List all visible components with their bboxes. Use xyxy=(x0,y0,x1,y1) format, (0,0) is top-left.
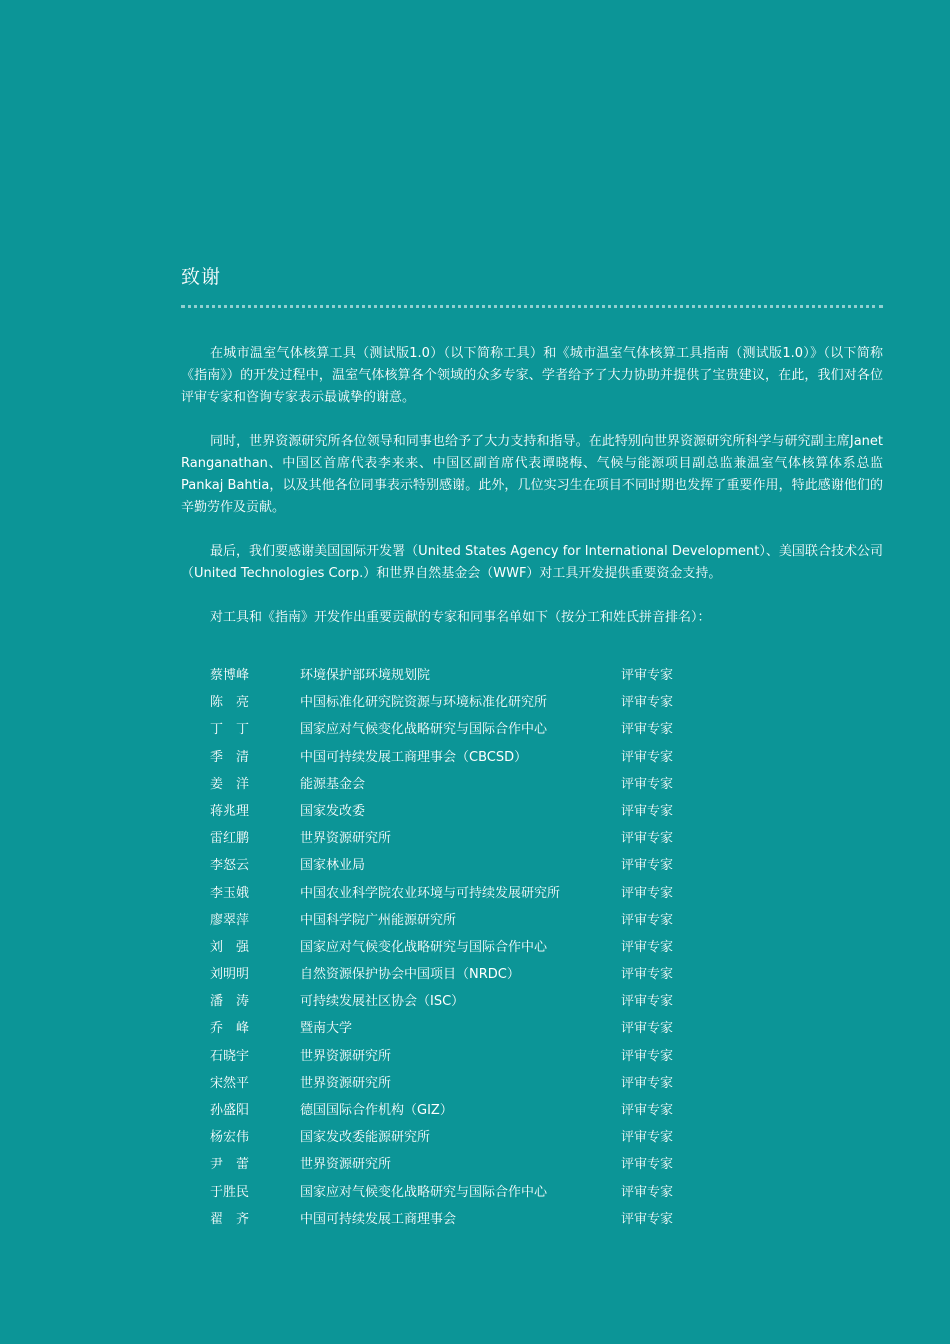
contributor-name: 刘 强 xyxy=(210,939,250,955)
contributor-row xyxy=(210,718,850,745)
contributor-name: 石晓宇 xyxy=(210,1048,250,1064)
contributor-name: 李怒云 xyxy=(210,858,250,874)
contributor-org: 国家应对气候变化战略研究与国际合作中心 xyxy=(300,722,548,738)
contributor-org: 中国可持续发展工商理事会（CBCSD） xyxy=(300,749,528,765)
contributor-name: 蒋兆理 xyxy=(210,803,250,819)
contributor-role: 评审专家 xyxy=(621,1103,674,1118)
acknowledgement-text xyxy=(181,343,883,651)
contributor-org: 中国标准化研究院资源与环境标准化研究所 xyxy=(300,695,548,711)
contributor-role: 评审专家 xyxy=(621,776,674,792)
paragraph: 对工具和《指南》开发作出重要贡献的专家和同事名单如下（按分工和姓氏拼音排名）： xyxy=(210,610,711,625)
contributor-role: 评审专家 xyxy=(621,749,674,765)
contributor-name: 蔡博峰 xyxy=(210,668,250,683)
contributor-name: 尹 蕾 xyxy=(210,1157,250,1173)
paragraph: 在城市温室气体核算工具（测试版1.0）（以下简称工具）和《城市温室气体核算工具指南（测试版1.0）》（以下简称《指南》）的开发过程中，温室气体核算各个领域的众多专家、学者给予了大力协助并提供了宝贵建议，在此，我们对各位评审专家和咨询专家表示最诚挚的谢意。 xyxy=(181,346,883,405)
contributor-row xyxy=(210,1045,850,1072)
contributor-name: 丁 丁 xyxy=(210,722,250,738)
contributor-role: 评审专家 xyxy=(621,994,674,1010)
contributor-org: 国家发改委能源研究所 xyxy=(300,1130,431,1146)
contributor-org: 国家应对气候变化战略研究与国际合作中心 xyxy=(300,1184,548,1200)
contributor-org: 世界资源研究所 xyxy=(300,831,392,847)
contributor-name: 李玉娥 xyxy=(210,885,250,901)
contributor-role: 评审专家 xyxy=(621,858,674,874)
contributor-role: 评审专家 xyxy=(621,1184,674,1200)
contributor-row xyxy=(210,990,850,1017)
contributor-row xyxy=(210,936,850,963)
contributor-role: 评审专家 xyxy=(621,939,674,955)
contributor-role: 评审专家 xyxy=(621,668,674,683)
contributor-role: 评审专家 xyxy=(621,831,674,847)
contributor-org: 自然资源保护协会中国项目（NRDC） xyxy=(300,967,520,983)
contributor-name: 宋然平 xyxy=(210,1075,250,1091)
contributor-role: 评审专家 xyxy=(621,1130,674,1146)
contributor-role: 评审专家 xyxy=(621,695,674,711)
contributor-role: 评审专家 xyxy=(621,967,674,983)
dotted-divider xyxy=(181,305,883,308)
contributor-role: 评审专家 xyxy=(621,1211,674,1227)
contributor-org: 能源基金会 xyxy=(300,776,366,792)
acknowledgements-page xyxy=(181,0,883,1344)
contributor-role: 评审专家 xyxy=(621,722,674,738)
contributor-row xyxy=(210,1072,850,1099)
contributor-row xyxy=(210,773,850,800)
contributor-name: 刘明明 xyxy=(210,967,250,983)
contributor-org: 世界资源研究所 xyxy=(300,1075,392,1091)
paragraph: 同时，世界资源研究所各位领导和同事也给予了大力支持和指导。在此特别向世界资源研究所科学与研究副主席Janet Ranganathan、中国区首席代表李来来、中国区副首席代表谭晓梅、气候与能源项目副总监兼温室气体核算体系总监Pankaj Bahtia，以及其他各位同事表示特别感谢。此外，几位实习生在项目不同时期也发挥了重要作用，特此感谢他们的辛勤劳作及贡献。 xyxy=(181,434,883,515)
contributor-org: 世界资源研究所 xyxy=(300,1048,392,1064)
contributor-org: 中国可持续发展工商理事会 xyxy=(300,1211,457,1227)
contributor-org: 暨南大学 xyxy=(300,1021,353,1037)
contributor-name: 于胜民 xyxy=(210,1184,250,1200)
contributor-name: 孙盛阳 xyxy=(210,1103,250,1118)
contributor-name: 杨宏伟 xyxy=(210,1130,250,1146)
contributor-row xyxy=(210,1208,850,1235)
contributor-row xyxy=(210,1126,850,1153)
page-title: 致谢 xyxy=(181,265,222,288)
contributor-org: 国家发改委 xyxy=(300,803,366,819)
contributor-name: 姜 洋 xyxy=(210,776,250,792)
contributor-org: 国家林业局 xyxy=(300,858,366,874)
contributor-row xyxy=(210,909,850,936)
contributor-name: 陈 亮 xyxy=(210,695,250,711)
paragraph: 最后，我们要感谢美国国际开发署（United States Agency for International Development）、美国联合技术公司（United Technologies Corp.）和世界自然基金会（WWF）对工具开发提供重要资金支持。 xyxy=(181,544,883,581)
contributor-role: 评审专家 xyxy=(621,885,674,901)
contributor-row xyxy=(210,1017,850,1044)
contributor-row xyxy=(210,664,850,691)
contributor-name: 乔 峰 xyxy=(210,1021,250,1037)
contributor-org: 可持续发展社区协会（ISC） xyxy=(300,994,465,1010)
contributor-row xyxy=(210,746,850,773)
contributor-role: 评审专家 xyxy=(621,1075,674,1091)
contributor-role: 评审专家 xyxy=(621,912,674,928)
contributor-org: 中国农业科学院农业环境与可持续发展研究所 xyxy=(300,885,561,901)
contributor-role: 评审专家 xyxy=(621,803,674,819)
contributor-name: 廖翠萍 xyxy=(210,912,250,928)
contributor-row xyxy=(210,1153,850,1180)
contributor-name: 雷红鹏 xyxy=(210,831,250,847)
contributor-row xyxy=(210,882,850,909)
contributor-row xyxy=(210,800,850,827)
contributor-name: 潘 涛 xyxy=(210,994,250,1010)
contributor-row xyxy=(210,1181,850,1208)
contributor-row xyxy=(210,1099,850,1126)
contributor-row xyxy=(210,827,850,854)
contributor-org: 环境保护部环境规划院 xyxy=(300,668,431,683)
contributor-org: 中国科学院广州能源研究所 xyxy=(300,912,457,928)
contributor-row xyxy=(210,963,850,990)
contributor-list xyxy=(210,664,850,1235)
contributor-org: 世界资源研究所 xyxy=(300,1157,392,1173)
contributor-row xyxy=(210,691,850,718)
contributor-org: 国家应对气候变化战略研究与国际合作中心 xyxy=(300,939,548,955)
contributor-role: 评审专家 xyxy=(621,1157,674,1173)
contributor-org: 德国国际合作机构（GIZ） xyxy=(300,1103,453,1118)
contributor-role: 评审专家 xyxy=(621,1048,674,1064)
contributor-role: 评审专家 xyxy=(621,1021,674,1037)
contributor-name: 翟 齐 xyxy=(210,1211,250,1227)
contributor-row xyxy=(210,854,850,881)
contributor-name: 季 清 xyxy=(210,749,250,765)
